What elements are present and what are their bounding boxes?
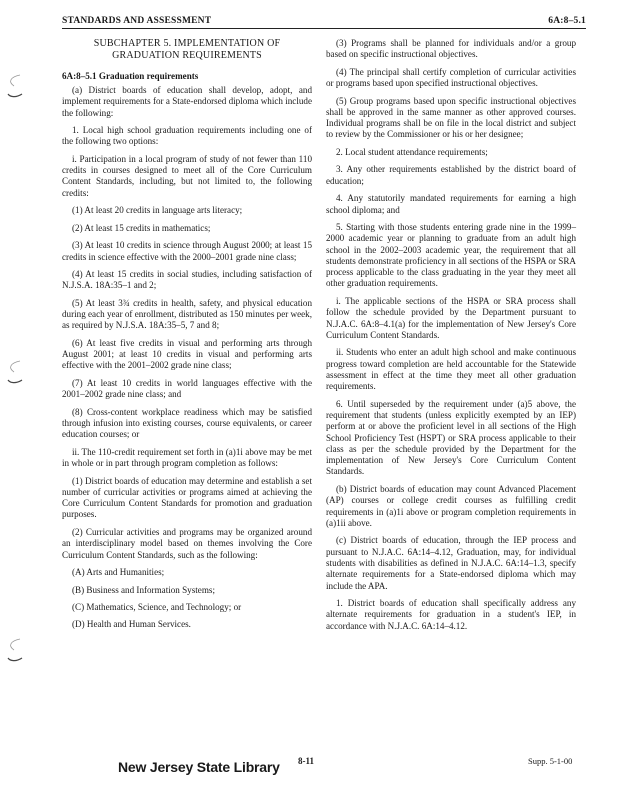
paragraph: 1. Local high school graduation requirements including one of the following two options: <box>62 125 312 147</box>
section-title: 6A:8–5.1 Graduation requirements <box>62 71 199 81</box>
paragraph: (1) District boards of education may determine and establish a set number of curricular activities or programs aimed at achieving the Core Curriculum Content Standards for promotion and graduation purposes. <box>62 475 312 520</box>
paragraph: ii. The 110-credit requirement set forth in (a)1i above may be met in whole or in part through program completion as follows: <box>62 446 312 469</box>
list-item: (A) Arts and Humanities; <box>72 567 165 578</box>
paragraph: (2) Curricular activities and programs may be organized around an interdisciplinary model based on themes involving the Core Curriculum Content Standards, such as the following: <box>62 526 312 560</box>
paragraph: (4) The principal shall certify completion of curricular activities or programs based upon specified instructional objectives. <box>326 66 576 89</box>
page-footer <box>0 756 618 778</box>
header-left-title: STANDARDS AND ASSESSMENT <box>62 16 212 26</box>
paragraph: 1. District boards of education shall specifically address any alternate requirements for graduation in a student's IEP, in accordance with N.J.A.C. 6A:14–4.12. <box>326 598 576 631</box>
list-item: (2) At least 15 credits in mathematics; <box>72 222 211 233</box>
paragraph: (5) Group programs based upon specific instructional objectives shall be approved in the same manner as other approved courses. Individual programs shall be on file in the local district and subject to review by the Commissioner or his or her designee; <box>326 95 576 140</box>
list-item: (D) Health and Human Services. <box>72 619 191 630</box>
list-item: (6) At least five credits in visual and performing arts through August 2001; at least 10 credits in visual and performing arts effective with the 2001–2002 grade nine class; <box>62 337 312 371</box>
punch-hole-icon <box>2 358 24 388</box>
paragraph: (a) District boards of education shall develop, adopt, and implement requirements for a State-endorsed diploma which include the following: <box>62 85 312 118</box>
paragraph: 5. Starting with those students entering grade nine in the 1999–2000 academic year or planning to graduate from an adult high school in the 2002–2003 academic year, the requirement that all students demonstrate proficiency in all sections of the HSPA or SRA process applicable to the class graduating in the year they meet all other graduation requirements. <box>326 221 576 289</box>
list-item: (1) At least 20 credits in language arts literacy; <box>72 205 243 216</box>
right-column <box>326 38 576 638</box>
paragraph: 2. Local student attendance requirements; <box>336 146 488 157</box>
paragraph: (3) Programs shall be planned for individuals and/or a group based on specific instructional objectives. <box>326 38 576 60</box>
page-number: 8-11 <box>298 756 315 766</box>
library-stamp: New Jersey State Library <box>118 759 280 775</box>
paragraph: ii. Students who enter an adult high school and make continuous progress toward completion are held accountable for the Statewide assessment in effect at the time they meet all other graduation requirements. <box>326 347 576 392</box>
list-item: (7) At least 10 credits in world languages effective with the 2001–2002 grade nine class; and <box>62 377 312 400</box>
punch-hole-icon <box>2 72 24 102</box>
list-item: (5) At least 3¾ credits in health, safety, and physical education during each year of enrollment, distributed as 150 minutes per week, as required by N.J.S.A. 18A:35–5, 7 and 8; <box>62 297 313 331</box>
header-section-number: 6A:8–5.1 <box>548 16 586 26</box>
punch-hole-icon <box>2 636 24 666</box>
paragraph: (b) District boards of education may count Advanced Placement (AP) courses or college credit courses as fulfilling credit requirements in (a)1i above or program completion requirements in (a)1ii above. <box>326 483 576 528</box>
paragraph: 4. Any statutorily mandated requirements for earning a high school diploma; and <box>326 193 576 215</box>
supplement-date: Supp. 5-1-00 <box>528 756 573 766</box>
paragraph: i. Participation in a local program of study of not fewer than 110 credits in courses designed to meet all of the Core Curriculum Content Standards, including, but not limited to, the following credits: <box>62 153 312 198</box>
running-header <box>62 8 586 29</box>
subchapter-heading: SUBCHAPTER 5. IMPLEMENTATION OF GRADUATION REQUIREMENTS <box>93 38 281 61</box>
list-item: (8) Cross-content workplace readiness which may be satisfied through infusion into existing courses, course equivalents, or career education courses; or <box>62 406 312 440</box>
paragraph: 6. Until superseded by the requirement under (a)5 above, the requirement that students (unless explicitly exempted by an IEP) perform at or above the proficient level in all sections of the High School Proficiency Test (HSPT) or SRA process applicable to their class as per the schedule provided by the Department for the implementation of New Jersey's Core Curriculum Content Standards. <box>326 398 576 477</box>
list-item: (B) Business and Information Systems; <box>72 584 215 595</box>
paragraph: i. The applicable sections of the HSPA or SRA process shall follow the schedule provided by the Department pursuant to N.J.A.C. 6A:8–4.1(a) for the implementation of New Jersey's Core Curriculum Content Standards. <box>326 295 576 340</box>
paragraph: (c) District boards of education, through the IEP process and pursuant to N.J.A.C. 6A:14–4.12, Graduation, may, for individual students with disabilities as defined in N.J.A.C. 6A:14–1.3, specify alternate requirements for a State-endorsed diploma which may include the APA. <box>326 535 576 591</box>
left-column <box>62 38 312 637</box>
list-item: (4) At least 15 credits in social studies, including satisfaction of N.J.S.A. 18A:35–1 and 2; <box>62 268 312 291</box>
list-item: (C) Mathematics, Science, and Technology; or <box>72 601 242 612</box>
list-item: (3) At least 10 credits in science through August 2000; at least 15 credits in science effective with the 2000–2001 grade nine class; <box>62 240 312 262</box>
paragraph: 3. Any other requirements established by the district board of education; <box>326 164 576 186</box>
